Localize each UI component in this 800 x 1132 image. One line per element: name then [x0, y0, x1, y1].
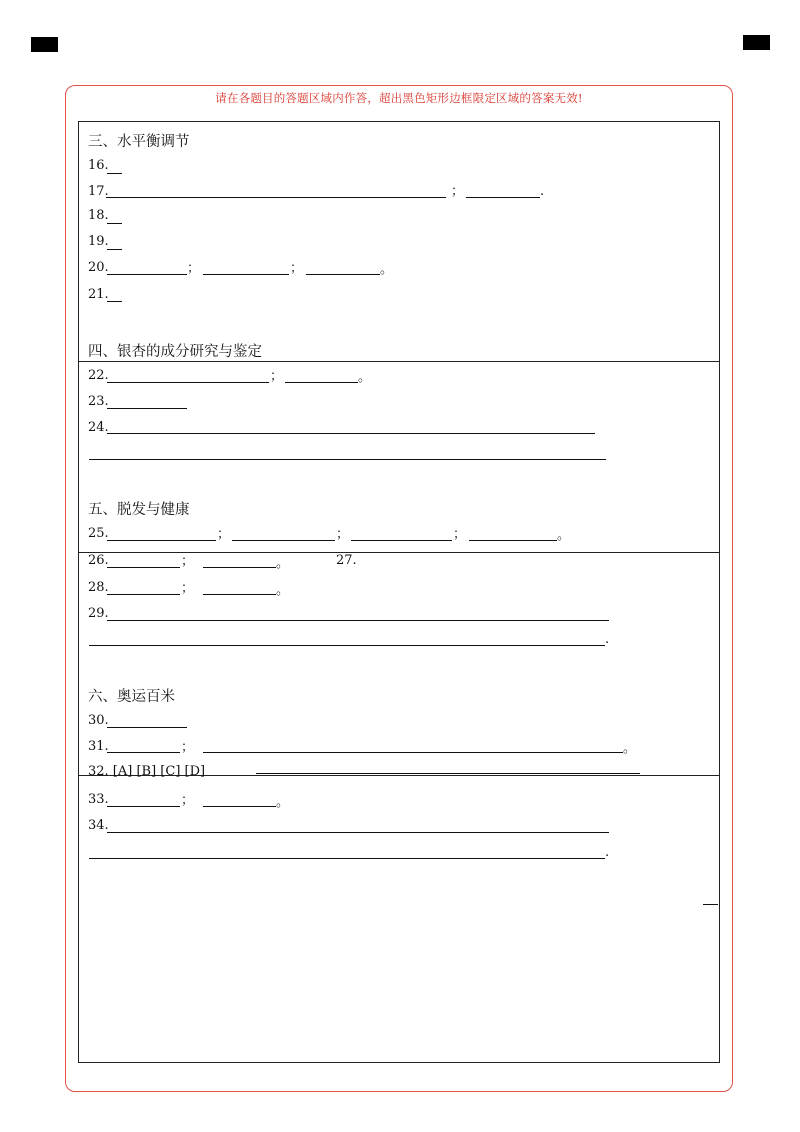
item-19-label: 19. — [88, 234, 109, 249]
item-28-semicolon: ； — [181, 581, 195, 596]
item-17-period: . — [540, 184, 545, 199]
item-28-blank-2[interactable] — [203, 594, 276, 595]
item-33-semicolon: ； — [181, 793, 195, 808]
item-18-label: 18. — [88, 208, 109, 223]
section-title-5: 五、脱发与健康 — [88, 502, 190, 518]
item-24-blank-2[interactable] — [89, 459, 606, 460]
item-33-blank-1[interactable] — [107, 806, 180, 807]
corner-marker-right — [743, 35, 770, 50]
item-17-label: 17. — [88, 184, 109, 199]
item-34-blank-1[interactable] — [107, 832, 609, 833]
item-22-period: 。 — [358, 370, 372, 385]
item-26-period: 。 — [276, 556, 290, 571]
item-28-period: 。 — [276, 583, 290, 598]
item-30-label: 30. — [88, 713, 109, 728]
edge-mark — [703, 904, 718, 905]
item-24-label: 24. — [88, 420, 109, 435]
item-21-label: 21. — [88, 287, 109, 302]
item-24-blank-1[interactable] — [107, 433, 595, 434]
item-16-label: 16. — [88, 158, 109, 173]
item-34-period: . — [605, 845, 610, 860]
item-26-blank-1[interactable] — [107, 567, 180, 568]
item-32-options[interactable]: 32. [A] [B] [C] [D] — [88, 764, 206, 779]
item-34-blank-2[interactable] — [89, 858, 605, 859]
item-25-blank-4[interactable] — [469, 540, 557, 541]
item-29-period: . — [605, 632, 610, 647]
item-17-blank-1[interactable] — [106, 197, 446, 198]
item-33-label: 33. — [88, 792, 109, 807]
item-17-blank-2[interactable] — [466, 197, 540, 198]
item-34-label: 34. — [88, 818, 109, 833]
item-22-blank-1[interactable] — [107, 382, 269, 383]
item-25-blank-3[interactable] — [351, 540, 452, 541]
item-31-semicolon: ； — [181, 740, 195, 755]
item-20-blank-2[interactable] — [203, 274, 289, 275]
item-20-blank-1[interactable] — [107, 274, 187, 275]
item-23-label: 23. — [88, 394, 109, 409]
section-title-3: 三、水平衡调节 — [88, 134, 190, 150]
item-27-label: 27. — [336, 553, 357, 568]
item-23-blank[interactable] — [107, 408, 187, 409]
section-title-4: 四、银杏的成分研究与鉴定 — [88, 344, 262, 360]
item-28-label: 28. — [88, 580, 109, 595]
divider-1 — [78, 361, 720, 362]
item-33-blank-2[interactable] — [203, 806, 276, 807]
item-28-blank-1[interactable] — [107, 594, 180, 595]
item-31-blank-1[interactable] — [107, 752, 180, 753]
item-22-label: 22. — [88, 368, 109, 383]
corner-marker-left — [31, 37, 58, 52]
item-26-blank-2[interactable] — [203, 567, 276, 568]
item-18-blank[interactable] — [107, 223, 122, 224]
item-20-period: 。 — [380, 262, 394, 277]
item-33-period: 。 — [276, 795, 290, 810]
item-26-semicolon: ； — [181, 554, 195, 569]
item-19-blank[interactable] — [107, 249, 122, 250]
answer-area-notice: 请在各题目的答题区域内作答，超出黑色矩形边框限定区域的答案无效! — [215, 91, 583, 105]
item-29-blank-1[interactable] — [107, 620, 609, 621]
item-31-blank-2[interactable] — [203, 752, 623, 753]
item-29-blank-2[interactable] — [89, 645, 605, 646]
item-29-label: 29. — [88, 606, 109, 621]
item-32-underline — [256, 773, 640, 774]
item-25-semicolon-1: ； — [217, 527, 231, 542]
item-20-semicolon-1: ； — [187, 261, 201, 276]
item-20-label: 20. — [88, 260, 109, 275]
item-20-semicolon-2: ； — [290, 261, 304, 276]
item-22-blank-2[interactable] — [285, 382, 358, 383]
item-25-period: 。 — [557, 528, 571, 543]
divider-2 — [78, 552, 720, 553]
item-25-blank-2[interactable] — [232, 540, 335, 541]
answer-box — [78, 121, 720, 1063]
item-31-period: 。 — [623, 741, 637, 756]
item-25-semicolon-2: ； — [336, 527, 350, 542]
item-16-blank[interactable] — [107, 173, 122, 174]
item-26-label: 26. — [88, 553, 109, 568]
item-30-blank[interactable] — [107, 727, 187, 728]
item-22-semicolon: ； — [270, 369, 284, 384]
item-25-semicolon-3: ； — [453, 527, 467, 542]
section-title-6: 六、奥运百米 — [88, 689, 175, 705]
item-21-blank[interactable] — [107, 301, 122, 302]
item-20-blank-3[interactable] — [306, 274, 380, 275]
item-17-semicolon: ； — [451, 184, 465, 199]
item-25-label: 25. — [88, 526, 109, 541]
item-31-label: 31. — [88, 739, 109, 754]
item-25-blank-1[interactable] — [107, 540, 216, 541]
